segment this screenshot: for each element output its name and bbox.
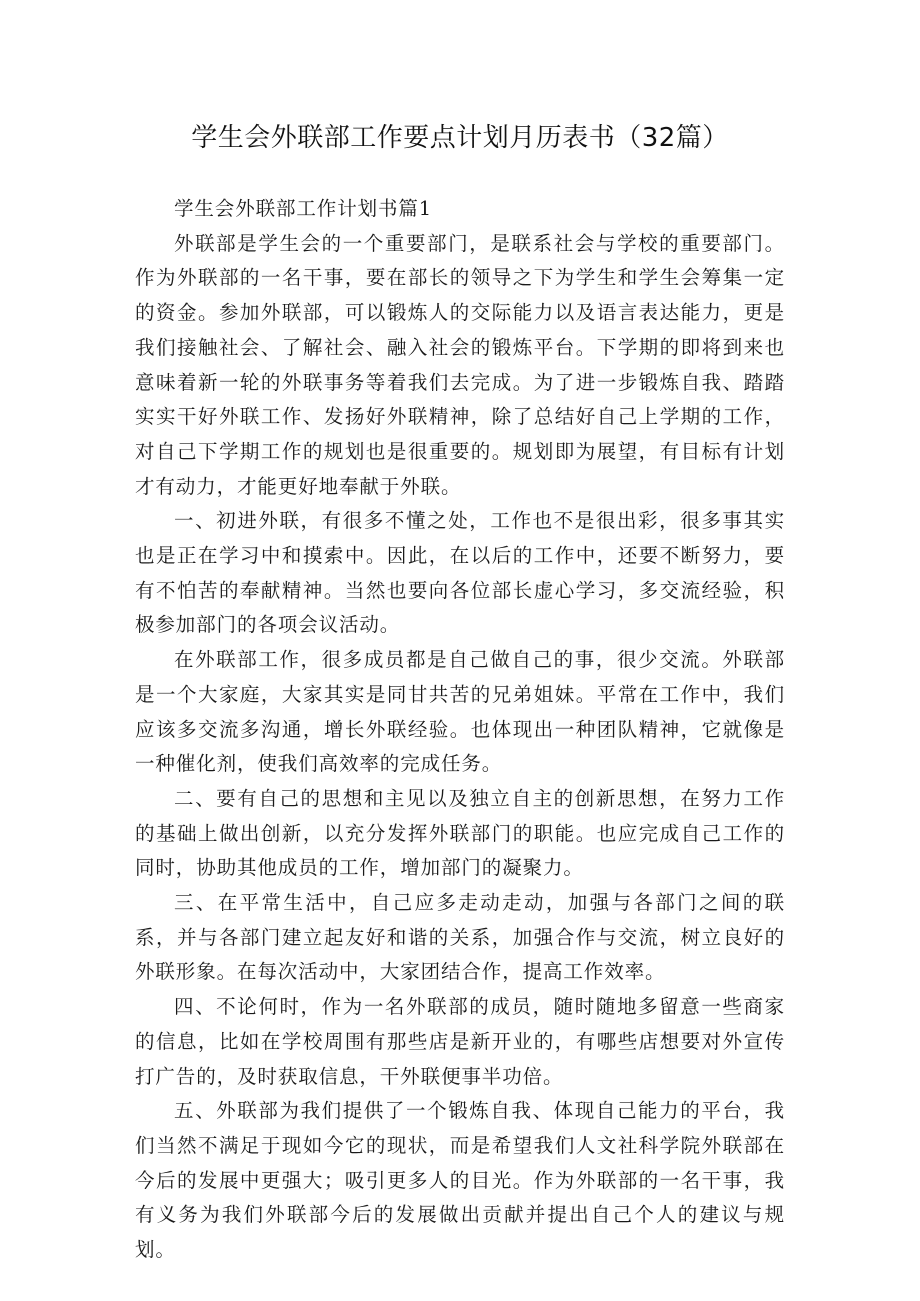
paragraph-point-1: 一、初进外联，有很多不懂之处，工作也不是很出彩，很多事其实也是正在学习中和摸索中。因此，在以后的工作中，还要不断努力，要有不怕苦的奉献精神。当然也要向各位部长虚心学习，多交流经验，积极参加部门的各项会议活动。 <box>135 509 785 637</box>
paragraph-point-2: 二、要有自己的思想和主见以及独立自主的创新思想，在努力工作的基础上做出创新，以充分发挥外联部门的职能。也应完成自己工作的同时，协助其他成员的工作，增加部门的凝聚力。 <box>135 786 785 880</box>
document-title: 学生会外联部工作要点计划月历表书（32篇） <box>191 123 729 153</box>
paragraph-intro: 外联部是学生会的一个重要部门，是联系社会与学校的重要部门。作为外联部的一名干事，要在部长的领导之下为学生和学生会筹集一定的资金。参加外联部，可以锻炼人的交际能力以及语言表达能力，更是我们接触社会、了解社会、融入社会的锻炼平台。下学期的即将到来也意味着新一轮的外联事务等着我们去完成。为了进一步锻炼自我、踏踏实实干好外联工作、发扬好外联精神，除了总结好自己上学期的工作，对自己下学期工作的规划也是很重要的。规划即为展望，有目标有计划才有动力，才能更好地奉献于外联。 <box>135 231 785 498</box>
paragraph-point-5: 五、外联部为我们提供了一个锻炼自我、体现自己能力的平台，我们当然不满足于现如今它的现状，而是希望我们人文社科学院外联部在今后的发展中更强大；吸引更多人的目光。作为外联部的一名干事，我有义务为我们外联部今后的发展做出贡献并提出自己个人的建议与规划。 <box>135 1099 785 1262</box>
paragraph-point-4: 四、不论何时，作为一名外联部的成员，随时随地多留意一些商家的信息，比如在学校周围有那些店是新开业的，有哪些店想要对外宣传打广告的，及时获取信息，干外联便事半功倍。 <box>135 995 785 1088</box>
paragraph-point-3: 三、在平常生活中，自己应多走动走动，加强与各部门之间的联系，并与各部门建立起友好和谐的关系，加强合作与交流，树立良好的外联形象。在每次活动中，大家团结合作，提高工作效率。 <box>135 891 785 984</box>
document-body <box>135 192 785 1268</box>
paragraph-teamwork: 在外联部工作，很多成员都是自己做自己的事，很少交流。外联部是一个大家庭，大家其实是同甘共苦的兄弟姐妹。平常在工作中，我们应该多交流多沟通，增长外联经验。也体现出一种团队精神，它就像是一种催化剂，使我们高效率的完成任务。 <box>135 648 785 776</box>
section-heading: 学生会外联部工作计划书篇1 <box>174 197 433 220</box>
